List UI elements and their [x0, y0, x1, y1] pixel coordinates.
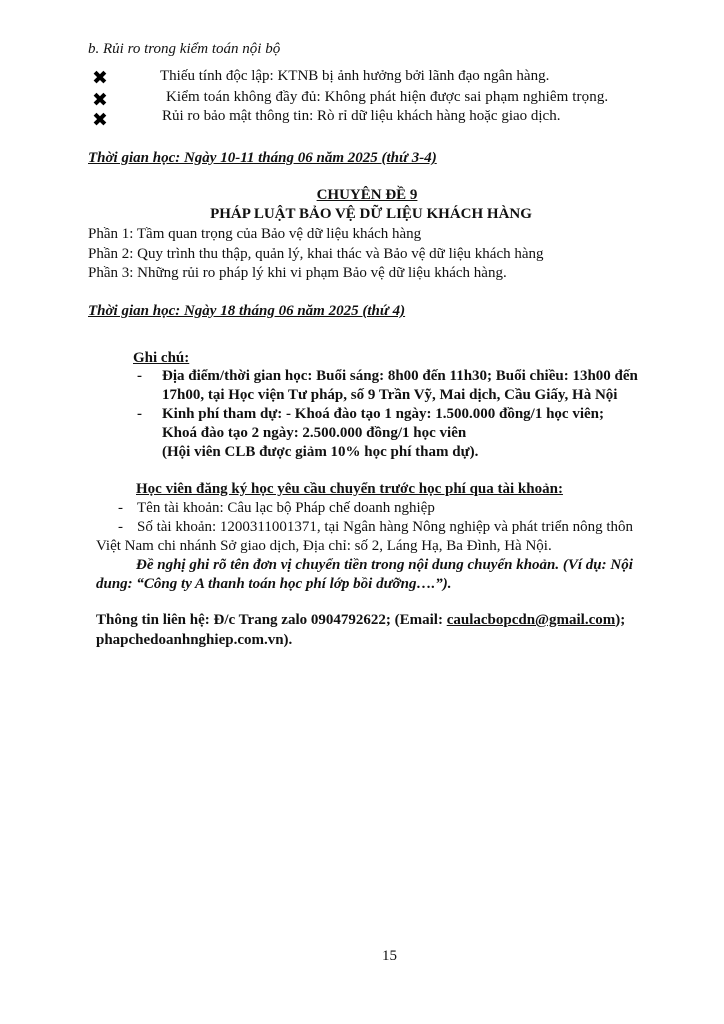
notes-fee-line2: Khoá đào tạo 2 ngày: 2.500.000 đồng/1 học viên [162, 425, 467, 441]
schedule-1: Thời gian học: Ngày 10-11 tháng 06 năm 2025 (thứ 3-4) [88, 150, 437, 166]
notes-location-line1: Địa điểm/thời gian học: Buổi sáng: 8h00 đến 11h30; Buổi chiều: 13h00 đến [162, 368, 638, 384]
account-number-line1: Số tài khoản: 1200311001371, tại Ngân hàng Nông nghiệp và phát triển nông thôn [137, 519, 634, 535]
account-name: Tên tài khoản: Câu lạc bộ Pháp chế doanh nghiệp [137, 500, 435, 516]
notes-fee-line1: Kinh phí tham dự: - Khoá đào tạo 1 ngày: 1.500.000 đồng/1 học viên; [162, 406, 604, 422]
bullet-dash: - [137, 406, 142, 422]
payment-heading: Học viên đăng ký học yêu cầu chuyển trước học phí qua tài khoản: [136, 481, 563, 497]
transfer-note-line2: dung: “Công ty A thanh toán học phí lớp bồi dưỡng….”). [96, 576, 452, 592]
topic-label: CHUYÊN ĐỀ 9 [316, 187, 418, 203]
page-number: 15 [382, 948, 397, 964]
transfer-note-line1: Đề nghị ghi rõ tên đơn vị chuyển tiền trong nội dung chuyển khoản. (Ví dụ: Nội [136, 557, 633, 573]
risk-item-2: Kiểm toán không đầy đủ: Không phát hiện được sai phạm nghiêm trọng. [166, 89, 609, 105]
account-number-line2: Việt Nam chi nhánh Sở giao dịch, Địa chỉ: số 2, Láng Hạ, Ba Đình, Hà Nội. [96, 538, 552, 554]
schedule-2: Thời gian học: Ngày 18 tháng 06 năm 2025 (thứ 4) [88, 303, 406, 319]
notes-heading: Ghi chú: [133, 350, 190, 366]
topic-part-2: Phần 2: Quy trình thu thập, quản lý, khai thác và Bảo vệ dữ liệu khách hàng [88, 246, 544, 262]
topic-part-3: Phần 3: Những rủi ro pháp lý khi vi phạm Bảo vệ dữ liệu khách hàng. [88, 265, 507, 281]
risk-item-3: Rủi ro bảo mật thông tin: Rò rỉ dữ liệu khách hàng hoặc giao dịch. [162, 108, 561, 124]
topic-title: PHÁP LUẬT BẢO VỆ DỮ LIỆU KHÁCH HÀNG [210, 206, 532, 222]
contact-website: phapchedoanhnghiep.com.vn). [96, 632, 293, 648]
bullet-dash: - [118, 500, 123, 516]
contact-prefix: Thông tin liên hệ: Đ/c Trang zalo 0904792622; (Email: [96, 612, 447, 628]
topic-part-1: Phần 1: Tầm quan trọng của Bảo vệ dữ liệu khách hàng [88, 226, 422, 242]
contact-suffix: ); [615, 612, 626, 628]
notes-location-line2: 17h00, tại Học viện Tư pháp, số 9 Trần Vỹ, Mai dịch, Cầu Giấy, Hà Nội [162, 387, 618, 403]
contact-email-link[interactable]: caulacbopcdn@gmail.com [446, 612, 616, 628]
section-heading-audit-risks: b. Rủi ro trong kiểm toán nội bộ [88, 41, 281, 57]
bullet-dash: - [118, 519, 123, 535]
bullet-dash: - [137, 368, 142, 384]
notes-fee-line3: (Hội viên CLB được giảm 10% học phí tham dự). [162, 444, 479, 460]
cross-icon: ✖ [92, 109, 108, 131]
cross-icon: ✖ [92, 67, 108, 89]
cross-icon: ✖ [92, 89, 108, 111]
contact-line1 [96, 612, 625, 629]
risk-item-1: Thiếu tính độc lập: KTNB bị ảnh hưởng bởi lãnh đạo ngân hàng. [160, 68, 550, 84]
